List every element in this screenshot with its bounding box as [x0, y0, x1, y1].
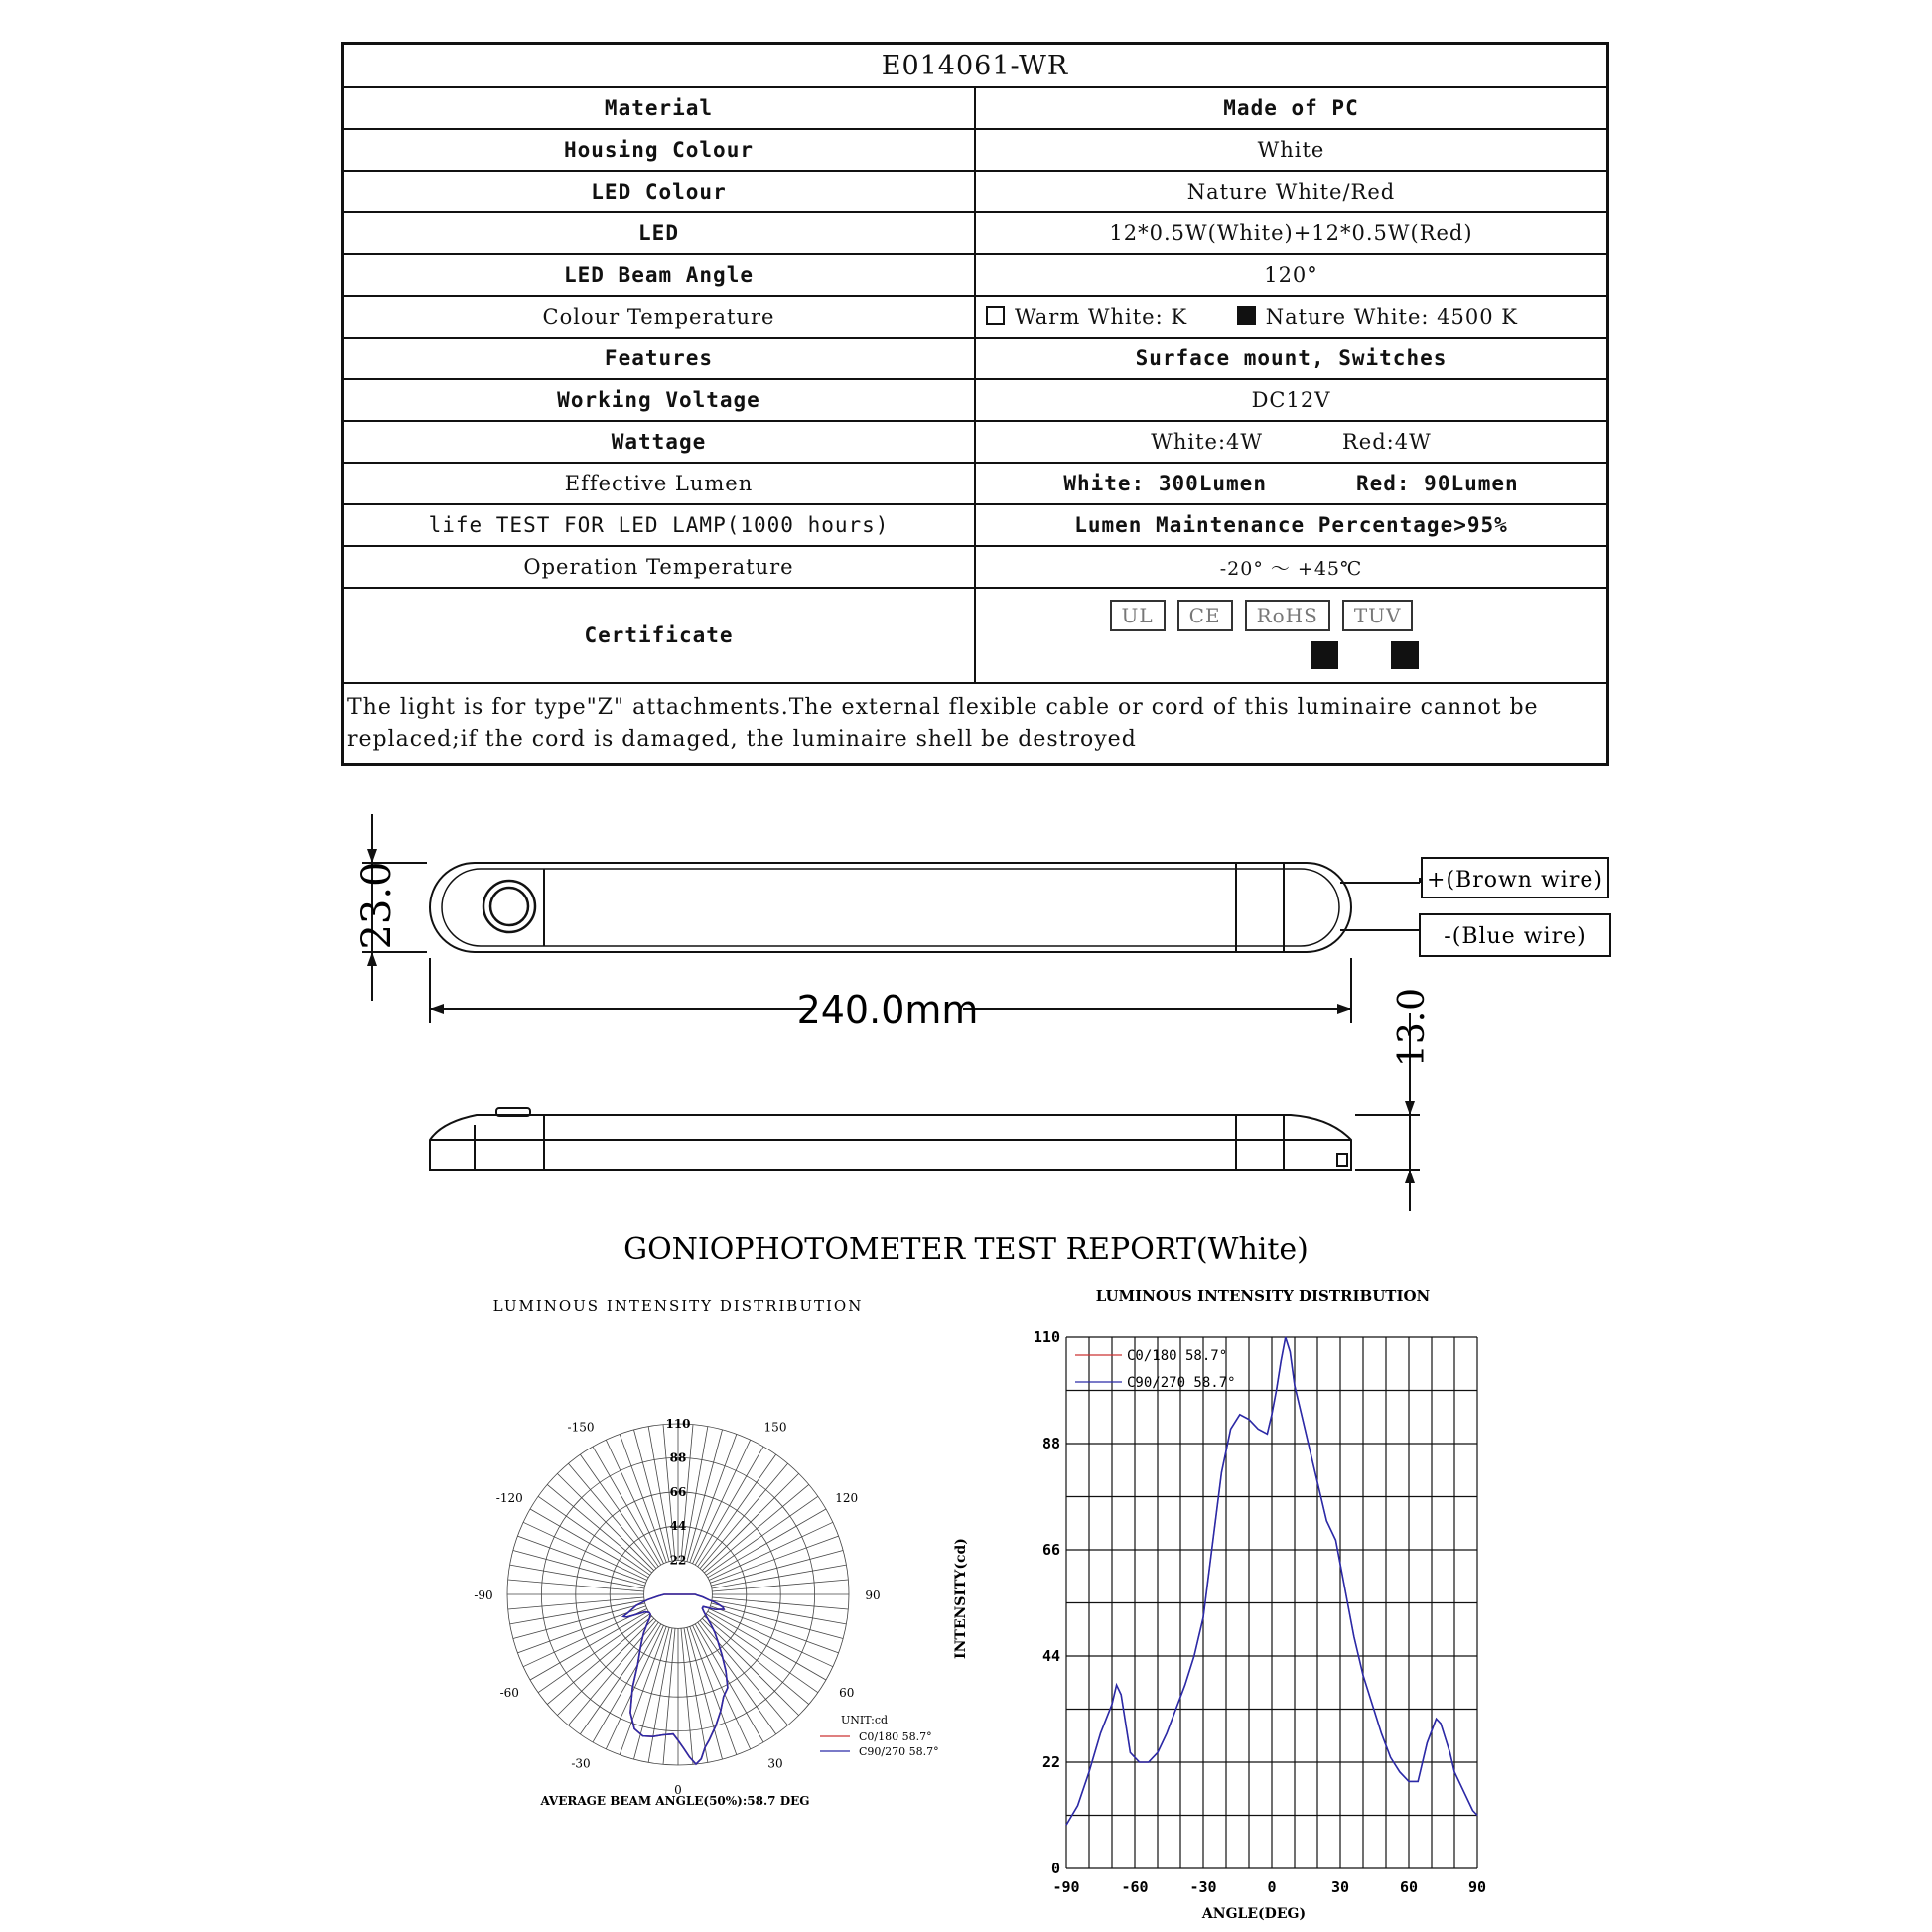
polar-spoke: [687, 1430, 723, 1562]
polar-angle-label: 60: [839, 1686, 855, 1700]
certificate-label: Certificate: [343, 588, 976, 683]
polar-spoke: [693, 1625, 751, 1749]
cord-note: The light is for type"Z" attachments.The external flexible cable or cord of this luminaire cannot be replaced;if the cord is damaged, the luminaire shell be destroyed: [343, 683, 1608, 765]
polar-legend-c90: C90/270 58.7°: [859, 1745, 939, 1758]
operation-temp-value: -20° ～ +45℃: [975, 546, 1608, 588]
y-tick-label: 66: [1041, 1541, 1060, 1559]
polar-ring-label: 88: [669, 1450, 687, 1465]
led-label: LED: [343, 212, 976, 254]
y-tick-label: 22: [1041, 1753, 1060, 1771]
cert-ul-badge: UL: [1110, 600, 1166, 631]
polar-spoke: [711, 1550, 843, 1586]
polar-spoke: [648, 1427, 672, 1562]
polar-spoke: [547, 1484, 651, 1572]
polar-spoke: [530, 1509, 648, 1578]
polar-ring-label: 66: [669, 1484, 687, 1499]
polar-spoke: [568, 1463, 655, 1568]
polar-spoke: [712, 1565, 847, 1588]
wattage-red: Red:4W: [1342, 430, 1432, 454]
polar-angle-label: 120: [835, 1491, 859, 1505]
y-tick-label: 88: [1041, 1435, 1060, 1452]
length-dimension: 240.0mm: [796, 988, 979, 1032]
life-test-value: Lumen Maintenance Percentage>95%: [975, 504, 1608, 546]
polar-spoke: [648, 1628, 672, 1763]
polar-spoke: [523, 1522, 647, 1580]
x-tick-label: 90: [1467, 1878, 1487, 1896]
y-tick-label: 0: [1050, 1860, 1060, 1877]
operation-temp-label: Operation Temperature: [343, 546, 976, 588]
x-tick-label: 0: [1267, 1878, 1277, 1896]
polar-angle-label: 90: [865, 1588, 881, 1602]
y-tick-label: 110: [1033, 1328, 1060, 1346]
polar-ring-label: 44: [669, 1519, 687, 1534]
lumen-white: White: 300Lumen: [1063, 472, 1267, 495]
polar-angle-label: -30: [571, 1756, 591, 1771]
polar-spoke: [695, 1447, 763, 1565]
polar-spoke: [695, 1624, 763, 1742]
polar-angle-label: -90: [474, 1588, 493, 1602]
polar-angle-label: 30: [767, 1756, 783, 1771]
y-axis-label: INTENSITY(cd): [953, 1538, 969, 1659]
polar-ring-label: 110: [665, 1417, 691, 1431]
line-chart: [953, 1287, 1486, 1922]
polar-spoke: [711, 1603, 843, 1639]
polar-spoke: [593, 1624, 661, 1742]
polar-spoke: [709, 1522, 833, 1580]
x-tick-label: -90: [1052, 1878, 1080, 1896]
wattage-white: White:4W: [1151, 430, 1263, 454]
material-label: Material: [343, 87, 976, 129]
beam-angle-value: 120°: [975, 254, 1608, 296]
polar-footer: AVERAGE BEAM ANGLE(50%):58.7 DEG: [540, 1794, 810, 1808]
polar-spoke: [687, 1627, 723, 1759]
height-dimension: 23.0: [354, 861, 400, 950]
polar-unit: UNIT:cd: [841, 1714, 889, 1726]
polar-spoke: [513, 1550, 645, 1586]
polar-spoke: [704, 1616, 808, 1704]
polar-spoke: [709, 1609, 833, 1667]
led-value: 12*0.5W(White)+12*0.5W(Red): [975, 212, 1608, 254]
depth-dimension: 13.0: [1392, 987, 1433, 1068]
polar-spoke: [547, 1616, 651, 1704]
y-tick-label: 44: [1041, 1647, 1060, 1665]
voltage-value: DC12V: [975, 379, 1608, 421]
brown-wire-label: +(Brown wire): [1427, 868, 1603, 893]
legend-c90-label: C90/270 58.7°: [1127, 1375, 1236, 1391]
nature-white-label: Nature White: 4500 K: [1265, 305, 1518, 329]
material-value: Made of PC: [975, 87, 1608, 129]
polar-spoke: [684, 1427, 708, 1562]
wattage-label: Wattage: [343, 421, 976, 463]
x-tick-label: -60: [1121, 1878, 1149, 1896]
led-colour-label: LED Colour: [343, 171, 976, 212]
beam-angle-label: LED Beam Angle: [343, 254, 976, 296]
features-label: Features: [343, 338, 976, 379]
features-value: Surface mount, Switches: [975, 338, 1608, 379]
polar-spoke: [530, 1611, 648, 1680]
polar-angle-label: -120: [495, 1491, 523, 1505]
polar-spoke: [700, 1620, 787, 1725]
legend-c0-label: C0/180 58.7°: [1127, 1348, 1228, 1364]
cert-tuv-badge: TUV: [1342, 600, 1414, 631]
polar-chart: [474, 1297, 938, 1808]
warm-white-label: Warm White: K: [1015, 305, 1188, 329]
polar-angle-label: 0: [674, 1783, 682, 1797]
x-axis-label: ANGLE(DEG): [1201, 1906, 1307, 1922]
led-colour-value: Nature White/Red: [975, 171, 1608, 212]
polar-ring-label: 22: [669, 1553, 687, 1568]
life-test-label: life TEST FOR LED LAMP(1000 hours): [343, 504, 976, 546]
line-chart-title: LUMINOUS INTENSITY DISTRIBUTION: [1095, 1287, 1431, 1305]
x-tick-label: -30: [1189, 1878, 1217, 1896]
cert-ce-badge: CE: [1177, 600, 1233, 631]
x-tick-label: 60: [1399, 1878, 1419, 1896]
polar-spoke: [708, 1509, 826, 1578]
report-title: GONIOPHOTOMETER TEST REPORT(White): [623, 1232, 1309, 1267]
polar-angle-label: -150: [567, 1420, 595, 1435]
polar-spoke: [633, 1627, 669, 1759]
polar-title: LUMINOUS INTENSITY DISTRIBUTION: [492, 1297, 864, 1314]
polar-spoke: [606, 1440, 663, 1564]
lumen-red: Red: 90Lumen: [1355, 472, 1519, 495]
colour-temp-label: Colour Temperature: [343, 296, 976, 338]
voltage-label: Working Voltage: [343, 379, 976, 421]
polar-spoke: [513, 1603, 645, 1639]
product-code: E014061-WR: [343, 44, 1608, 88]
polar-spoke: [510, 1600, 645, 1624]
housing-colour-value: White: [975, 129, 1608, 171]
x-tick-label: 30: [1330, 1878, 1350, 1896]
polar-spoke: [693, 1440, 751, 1564]
polar-spoke: [510, 1565, 645, 1588]
polar-spoke: [704, 1484, 808, 1572]
lumen-label: Effective Lumen: [343, 463, 976, 504]
polar-spoke: [606, 1625, 663, 1749]
polar-angle-label: 150: [763, 1420, 787, 1435]
polar-angle-label: -60: [499, 1686, 519, 1700]
polar-spoke: [712, 1600, 847, 1624]
polar-spoke: [684, 1628, 708, 1763]
housing-colour-label: Housing Colour: [343, 129, 976, 171]
polar-spoke: [700, 1463, 787, 1568]
polar-spoke: [633, 1430, 669, 1562]
polar-spoke: [593, 1447, 661, 1565]
blue-wire-label: -(Blue wire): [1444, 924, 1587, 949]
polar-legend-c0: C0/180 58.7°: [859, 1730, 932, 1743]
cert-rohs-badge: RoHS: [1245, 600, 1330, 631]
